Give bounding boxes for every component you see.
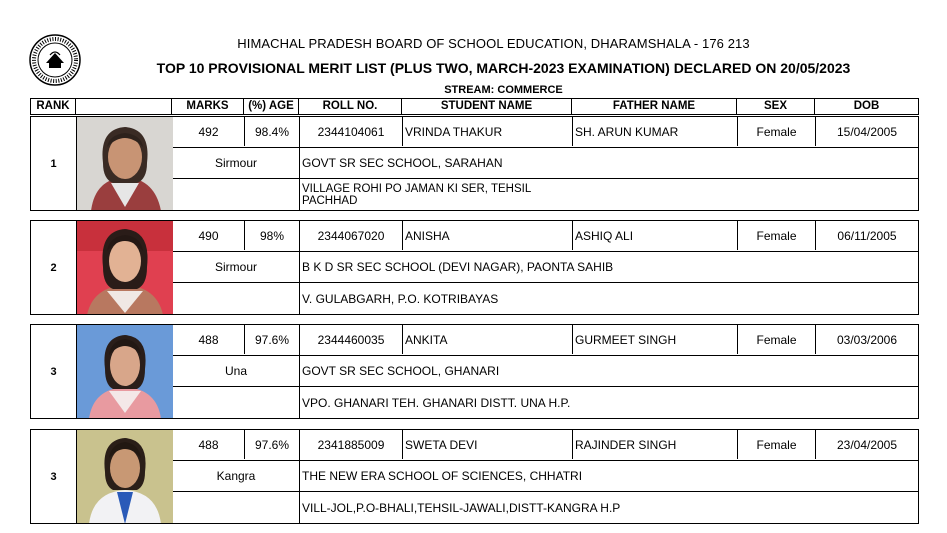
dob-value: 23/04/2005 xyxy=(836,438,898,452)
dob-value: 06/11/2005 xyxy=(837,229,897,243)
marks-value: 488 xyxy=(198,438,219,452)
merit-record xyxy=(30,116,919,211)
percentage-value: 97.6% xyxy=(254,333,290,347)
student-name-value: VRINDA THAKUR xyxy=(405,125,503,139)
dob-value: 15/04/2005 xyxy=(836,125,898,139)
merit-list-title: TOP 10 PROVISIONAL MERIT LIST (PLUS TWO, MARCH-2023 EXAMINATION) DECLARED ON 20/05/2023 xyxy=(156,60,851,76)
marks-value: 490 xyxy=(198,229,219,243)
father-name-value: SH. ARUN KUMAR xyxy=(575,125,679,139)
father-name-value: ASHIQ ALI xyxy=(575,229,634,243)
marks-value: 492 xyxy=(198,125,219,139)
col-dob: DOB xyxy=(853,100,880,112)
school-value: THE NEW ERA SCHOOL OF SCIENCES, CHHATRI xyxy=(302,469,583,483)
student-photo xyxy=(77,221,173,314)
roll-no-value: 2341885009 xyxy=(317,438,385,452)
rank-value: 2 xyxy=(50,261,57,274)
sex-value: Female xyxy=(756,125,797,139)
roll-no-value: 2344104061 xyxy=(317,125,385,139)
col-percentage: (%) AGE xyxy=(244,99,299,114)
student-name-value: ANISHA xyxy=(405,229,450,243)
student-photo xyxy=(77,117,173,210)
district-value: Kangra xyxy=(216,469,256,483)
sex-value: Female xyxy=(756,333,797,347)
sex-value: Female xyxy=(756,438,797,452)
student-name-value: SWETA DEVI xyxy=(405,438,478,452)
rank-value: 3 xyxy=(50,470,57,483)
merit-record xyxy=(30,324,919,419)
board-name: HIMACHAL PRADESH BOARD OF SCHOOL EDUCATION, DHARAMSHALA - 176 213 xyxy=(237,36,750,51)
col-student-name: STUDENT NAME xyxy=(402,99,572,114)
merit-record xyxy=(30,429,919,524)
merit-record xyxy=(30,220,919,315)
school-value: B K D SR SEC SCHOOL (DEVI NAGAR), PAONTA SAHIB xyxy=(302,260,614,274)
stream-label: STREAM: COMMERCE xyxy=(444,84,563,96)
col-sex: SEX xyxy=(737,99,815,114)
district-value: Sirmour xyxy=(214,156,257,170)
col-rank: RANK xyxy=(31,99,76,114)
col-father-name: FATHER NAME xyxy=(572,99,737,114)
percentage-value: 97.6% xyxy=(254,438,290,452)
rank-value: 3 xyxy=(50,365,57,378)
address-value: V. GULABGARH, P.O. KOTRIBAYAS xyxy=(302,291,499,306)
col-roll-no: ROLL NO. xyxy=(299,99,402,114)
address-value: VILLAGE ROHI PO JAMAN KI SER, TEHSIL PACHHAD xyxy=(302,182,532,207)
address-value: VILL-JOL,P.O-BHALI,TEHSIL-JAWALI,DISTT-KANGRA H.P xyxy=(302,500,621,515)
column-header-row xyxy=(30,98,919,115)
father-name-value: RAJINDER SINGH xyxy=(575,438,677,452)
school-value: GOVT SR SEC SCHOOL, GHANARI xyxy=(302,364,500,378)
col-marks: MARKS xyxy=(172,99,244,114)
sex-value: Female xyxy=(756,229,797,243)
address-value: VPO. GHANARI TEH. GHANARI DISTT. UNA H.P. xyxy=(302,395,571,410)
school-value: GOVT SR SEC SCHOOL, SARAHAN xyxy=(302,156,503,170)
col-photo xyxy=(76,99,172,114)
percentage-value: 98.4% xyxy=(254,125,290,139)
dob-value: 03/03/2006 xyxy=(836,333,898,347)
rank-value: 1 xyxy=(50,157,57,170)
district-value: Una xyxy=(224,364,247,378)
marks-value: 488 xyxy=(198,333,219,347)
student-name-value: ANKITA xyxy=(405,333,448,347)
student-photo xyxy=(77,430,173,523)
student-photo xyxy=(77,325,173,418)
roll-no-value: 2344460035 xyxy=(317,333,385,347)
father-name-value: GURMEET SINGH xyxy=(575,333,677,347)
percentage-value: 98% xyxy=(259,229,285,243)
roll-no-value: 2344067020 xyxy=(317,229,385,243)
district-value: Sirmour xyxy=(214,260,257,274)
